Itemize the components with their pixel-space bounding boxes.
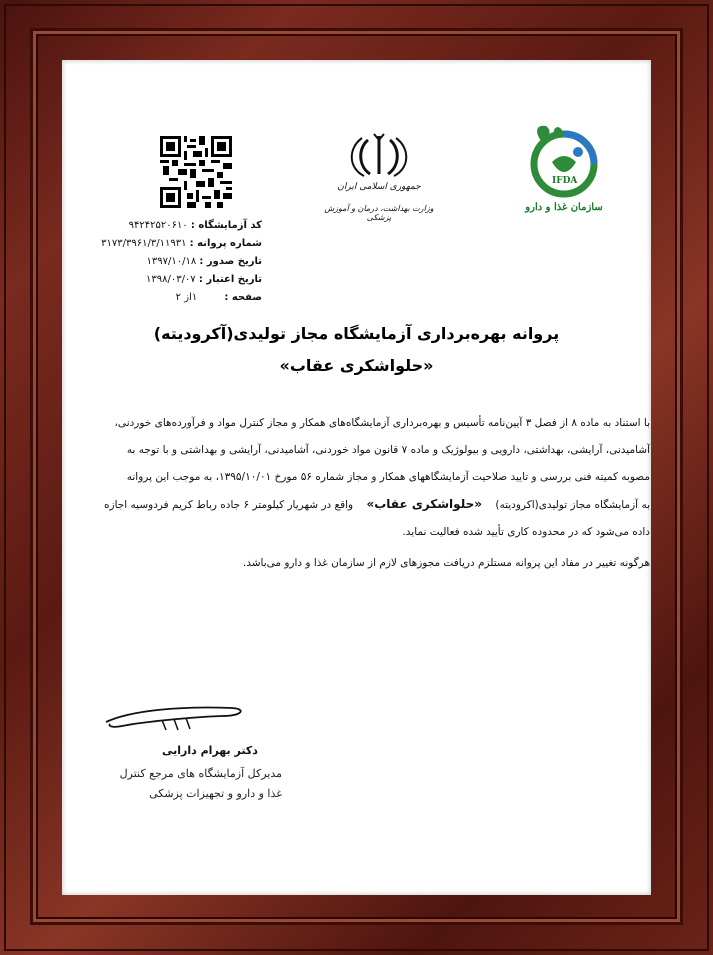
page-label: صفحه : (224, 292, 262, 303)
issue-date-label: تاریخ صدور : (199, 256, 262, 267)
body-line-1: با استناد به ماده ۸ از فصل ۳ آیین‌نامه تأسیس و بهره‌برداری آزمایشگاه‌های همکار و مجاز کنترل مواد و فرآورده‌های خوردنی، (114, 417, 650, 429)
signatory-title-line-1: مدیرکل آزمایشگاه های مرجع کنترل (119, 767, 282, 780)
qr-code (160, 136, 232, 208)
ifda-emblem-icon (524, 122, 604, 200)
expiry-date-value: ۱۳۹۸/۰۳/۰۷ (145, 274, 196, 285)
license-no-value: ۳۱۷۳/۳۹۶۱/۳/۱۱۹۳۱ (101, 238, 187, 249)
body-line-2: آشامیدنی، آرایشی، بهداشتی، دارویی و بیولوژیک و ماده ۷ قانون مواد خوردنی، آشامیدنی، آرایشی و بهداشتی و با توجه به (126, 444, 650, 456)
certificate-paper (62, 60, 651, 895)
ifda-logo (524, 122, 604, 222)
body-paragraph-2: هرگونه تغییر در مفاد این پروانه مستلزم دریافت مجوزهای لازم از سازمان غذا و دارو می‌باشد. (242, 557, 650, 569)
qr-code-icon (160, 136, 232, 208)
page-value: ۱از ۲ (175, 292, 198, 303)
issue-date-value: ۱۳۹۷/۱۰/۱۸ (146, 256, 197, 267)
signatory-name: دکتر بهرام دارایی (162, 744, 258, 757)
signature-block (102, 696, 302, 806)
certificate-title: پروانه بهره‌برداری آزمایشگاه مجاز تولیدی(آکرودیته) (153, 324, 560, 343)
lab-code-value: ۹۴۲۴۲۵۲۰۶۱۰ (128, 220, 188, 231)
ifda-logo-text: IFDA (552, 176, 578, 186)
license-no-label: شماره پروانه : (189, 238, 262, 249)
iran-emblem (324, 132, 434, 227)
emblem-ministry-name: وزارت بهداشت، درمان و آموزش پزشکی (324, 204, 434, 222)
lab-code-label: کد آزمایشگاه : (190, 220, 262, 231)
company-name-title: «حلواشکری عقاب» (279, 356, 434, 375)
body-line-5: داده می‌شود که در محدوده کاری تأیید شده فعالیت نماید. (402, 526, 650, 538)
signatory-title-line-2: غذا و دارو و تجهیزات پزشکی (149, 787, 282, 800)
body-line-4-end: واقع در شهریار کیلومتر ۶ جاده رباط کریم فردوسیه اجازه (104, 499, 354, 511)
license-meta (92, 220, 262, 310)
ifda-org-name: سازمان غذا و دارو (525, 202, 603, 213)
handwritten-signature (102, 696, 252, 736)
company-name-inline: «حلواشکری عقاب» (366, 497, 482, 511)
emblem-country-name: جمهوری اسلامی ایران (337, 182, 421, 192)
expiry-date-label: تاریخ اعتبار : (198, 274, 262, 285)
certificate-body (104, 410, 650, 577)
iran-emblem-icon (324, 132, 434, 178)
body-line-4-start: به آزمایشگاه مجاز تولیدی(اکرودیته) (495, 499, 650, 511)
body-line-4 (104, 491, 650, 519)
body-line-3: مصوبه کمیته فنی بررسی و تایید صلاحیت آزمایشگاههای همکار و مجاز شماره ۵۶ مورخ ۱۳۹۵/۱۰/۰۱، به موجب این پروانه (126, 471, 650, 483)
